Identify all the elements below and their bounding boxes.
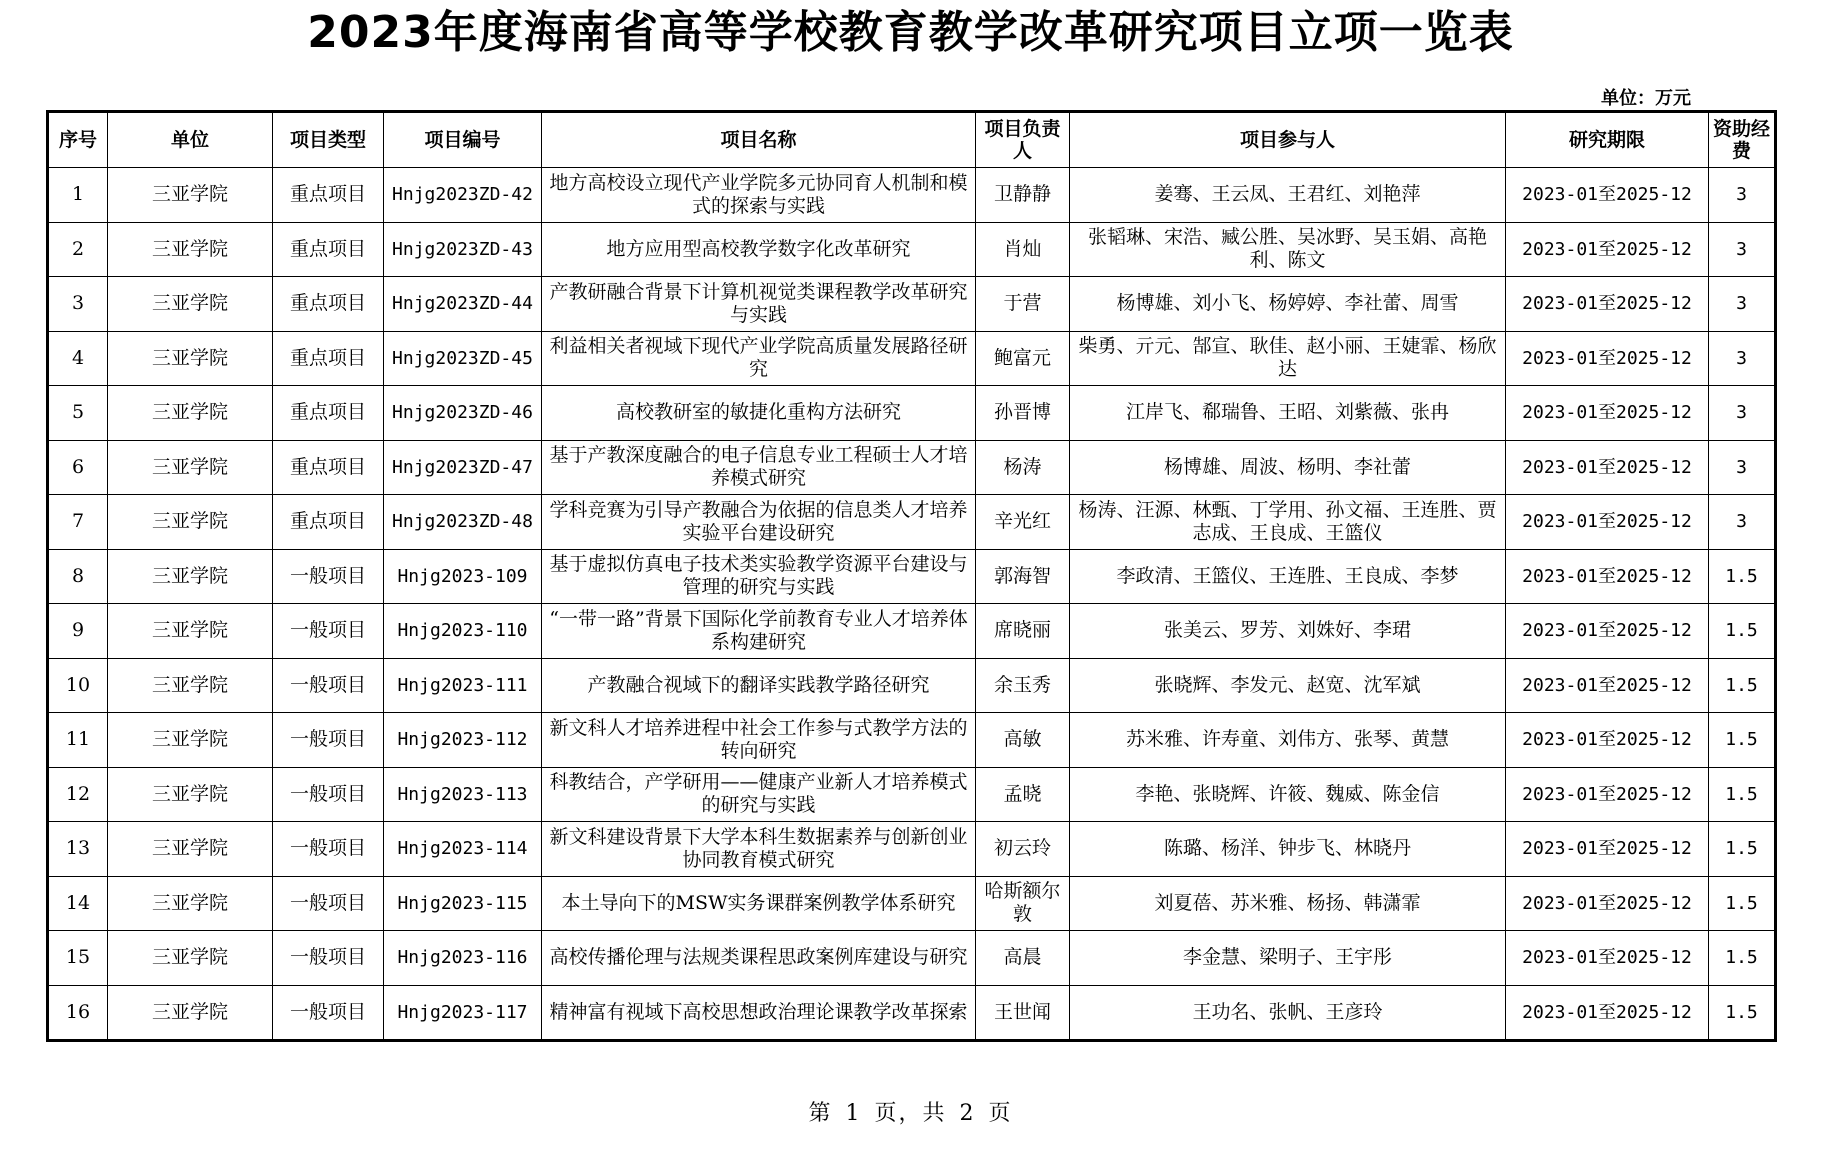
project-table (46, 110, 1777, 1042)
cell-type: 重点项目 (273, 222, 384, 277)
table-row (48, 440, 1776, 495)
table-row (48, 549, 1776, 604)
col-header-unit: 单位 (108, 112, 273, 168)
cell-period: 2023-01至2025-12 (1506, 495, 1709, 550)
cell-no: 12 (48, 767, 108, 822)
cell-unit: 三亚学院 (108, 549, 273, 604)
cell-leader: 郭海智 (976, 549, 1070, 604)
cell-members: 苏米雅、许寿童、刘伟方、张琴、黄慧 (1070, 713, 1506, 768)
cell-period: 2023-01至2025-12 (1506, 440, 1709, 495)
cell-period: 2023-01至2025-12 (1506, 168, 1709, 223)
cell-period: 2023-01至2025-12 (1506, 876, 1709, 931)
cell-unit: 三亚学院 (108, 222, 273, 277)
cell-no: 1 (48, 168, 108, 223)
cell-funding: 1.5 (1709, 931, 1776, 986)
cell-unit: 三亚学院 (108, 931, 273, 986)
cell-funding: 3 (1709, 386, 1776, 441)
footer-middle: 页，共 (874, 1101, 947, 1126)
cell-code: Hnjg2023-115 (384, 876, 542, 931)
cell-no: 7 (48, 495, 108, 550)
table-row (48, 822, 1776, 877)
cell-members: 王功名、张帆、王彦玲 (1070, 985, 1506, 1041)
cell-name: 高校教研室的敏捷化重构方法研究 (542, 386, 976, 441)
cell-leader: 杨涛 (976, 440, 1070, 495)
cell-funding: 1.5 (1709, 549, 1776, 604)
cell-unit: 三亚学院 (108, 985, 273, 1041)
cell-no: 4 (48, 331, 108, 386)
cell-funding: 3 (1709, 440, 1776, 495)
cell-funding: 1.5 (1709, 604, 1776, 659)
cell-code: Hnjg2023ZD-42 (384, 168, 542, 223)
cell-name: 地方高校设立现代产业学院多元协同育人机制和模式的探索与实践 (542, 168, 976, 223)
cell-funding: 1.5 (1709, 767, 1776, 822)
cell-type: 重点项目 (273, 495, 384, 550)
cell-leader: 肖灿 (976, 222, 1070, 277)
cell-no: 5 (48, 386, 108, 441)
col-header-type: 项目类型 (273, 112, 384, 168)
cell-period: 2023-01至2025-12 (1506, 767, 1709, 822)
cell-period: 2023-01至2025-12 (1506, 331, 1709, 386)
cell-funding: 3 (1709, 495, 1776, 550)
cell-leader: 辛光红 (976, 495, 1070, 550)
cell-name: 基于产教深度融合的电子信息专业工程硕士人才培养模式研究 (542, 440, 976, 495)
table-row (48, 386, 1776, 441)
cell-leader: 孟晓 (976, 767, 1070, 822)
cell-code: Hnjg2023ZD-44 (384, 277, 542, 332)
cell-unit: 三亚学院 (108, 440, 273, 495)
cell-leader: 卫静静 (976, 168, 1070, 223)
cell-name: 新文科建设背景下大学本科生数据素养与创新创业协同教育模式研究 (542, 822, 976, 877)
table-row (48, 876, 1776, 931)
cell-period: 2023-01至2025-12 (1506, 277, 1709, 332)
cell-unit: 三亚学院 (108, 386, 273, 441)
cell-leader: 高晨 (976, 931, 1070, 986)
cell-name: 科教结合，产学研用——健康产业新人才培养模式的研究与实践 (542, 767, 976, 822)
col-header-funding: 资助经费 (1709, 112, 1776, 168)
cell-leader: 孙晋博 (976, 386, 1070, 441)
cell-unit: 三亚学院 (108, 822, 273, 877)
cell-funding: 3 (1709, 168, 1776, 223)
cell-funding: 1.5 (1709, 658, 1776, 713)
cell-unit: 三亚学院 (108, 658, 273, 713)
cell-funding: 3 (1709, 222, 1776, 277)
page-footer (0, 1096, 1821, 1127)
cell-type: 一般项目 (273, 822, 384, 877)
cell-period: 2023-01至2025-12 (1506, 658, 1709, 713)
cell-code: Hnjg2023ZD-43 (384, 222, 542, 277)
cell-members: 陈璐、杨洋、钟步飞、林晓丹 (1070, 822, 1506, 877)
footer-suffix: 页 (988, 1101, 1013, 1126)
cell-name: 学科竞赛为引导产教融合为依据的信息类人才培养实验平台建设研究 (542, 495, 976, 550)
cell-name: 基于虚拟仿真电子技术类实验教学资源平台建设与管理的研究与实践 (542, 549, 976, 604)
cell-period: 2023-01至2025-12 (1506, 386, 1709, 441)
cell-members: 杨涛、汪源、林甄、丁学用、孙文福、王连胜、贾志成、王良成、王篮仪 (1070, 495, 1506, 550)
cell-members: 张晓辉、李发元、赵宽、沈军斌 (1070, 658, 1506, 713)
table-row (48, 658, 1776, 713)
footer-prefix: 第 (808, 1101, 833, 1126)
cell-unit: 三亚学院 (108, 876, 273, 931)
cell-members: 杨博雄、周波、杨明、李社蕾 (1070, 440, 1506, 495)
cell-code: Hnjg2023-117 (384, 985, 542, 1041)
cell-type: 一般项目 (273, 985, 384, 1041)
cell-no: 15 (48, 931, 108, 986)
cell-type: 重点项目 (273, 331, 384, 386)
cell-leader: 余玉秀 (976, 658, 1070, 713)
cell-unit: 三亚学院 (108, 604, 273, 659)
cell-leader: 初云玲 (976, 822, 1070, 877)
cell-name: 利益相关者视域下现代产业学院高质量发展路径研究 (542, 331, 976, 386)
col-header-no: 序号 (48, 112, 108, 168)
col-header-name: 项目名称 (542, 112, 976, 168)
cell-unit: 三亚学院 (108, 168, 273, 223)
table-header-row (48, 112, 1776, 168)
cell-members: 刘夏蓓、苏米雅、杨扬、韩潇霏 (1070, 876, 1506, 931)
cell-period: 2023-01至2025-12 (1506, 931, 1709, 986)
cell-no: 8 (48, 549, 108, 604)
footer-current-page: 1 (845, 1101, 862, 1126)
cell-no: 14 (48, 876, 108, 931)
cell-code: Hnjg2023-112 (384, 713, 542, 768)
table-row (48, 495, 1776, 550)
cell-leader: 王世闻 (976, 985, 1070, 1041)
table-row (48, 985, 1776, 1041)
cell-type: 一般项目 (273, 931, 384, 986)
table-row (48, 767, 1776, 822)
cell-funding: 3 (1709, 277, 1776, 332)
cell-type: 重点项目 (273, 168, 384, 223)
cell-leader: 席晓丽 (976, 604, 1070, 659)
table-row (48, 931, 1776, 986)
cell-period: 2023-01至2025-12 (1506, 822, 1709, 877)
cell-unit: 三亚学院 (108, 331, 273, 386)
cell-members: 张韬琳、宋浩、臧公胜、吴冰野、吴玉娟、高艳利、陈文 (1070, 222, 1506, 277)
cell-members: 杨博雄、刘小飞、杨婷婷、李社蕾、周雪 (1070, 277, 1506, 332)
cell-unit: 三亚学院 (108, 277, 273, 332)
cell-members: 李政清、王篮仪、王连胜、王良成、李梦 (1070, 549, 1506, 604)
cell-period: 2023-01至2025-12 (1506, 713, 1709, 768)
cell-leader: 高敏 (976, 713, 1070, 768)
cell-unit: 三亚学院 (108, 495, 273, 550)
cell-members: 李艳、张晓辉、许筱、魏威、陈金信 (1070, 767, 1506, 822)
table-body (48, 168, 1776, 1041)
cell-type: 一般项目 (273, 549, 384, 604)
col-header-period: 研究期限 (1506, 112, 1709, 168)
cell-type: 一般项目 (273, 604, 384, 659)
cell-leader: 于营 (976, 277, 1070, 332)
table-row (48, 168, 1776, 223)
cell-members: 江岸飞、郗瑞鲁、王昭、刘紫薇、张冉 (1070, 386, 1506, 441)
cell-unit: 三亚学院 (108, 713, 273, 768)
cell-code: Hnjg2023ZD-47 (384, 440, 542, 495)
cell-members: 张美云、罗芳、刘姝好、李珺 (1070, 604, 1506, 659)
cell-members: 柴勇、亓元、郜宣、耿佳、赵小丽、王婕霏、杨欣达 (1070, 331, 1506, 386)
unit-label: 单位：万元 (1601, 88, 1691, 109)
cell-no: 9 (48, 604, 108, 659)
cell-funding: 1.5 (1709, 985, 1776, 1041)
cell-no: 11 (48, 713, 108, 768)
cell-period: 2023-01至2025-12 (1506, 604, 1709, 659)
cell-code: Hnjg2023ZD-46 (384, 386, 542, 441)
cell-no: 13 (48, 822, 108, 877)
table-row (48, 713, 1776, 768)
col-header-members: 项目参与人 (1070, 112, 1506, 168)
cell-funding: 3 (1709, 331, 1776, 386)
cell-type: 一般项目 (273, 713, 384, 768)
cell-code: Hnjg2023-114 (384, 822, 542, 877)
cell-name: 产教融合视域下的翻译实践教学路径研究 (542, 658, 976, 713)
cell-no: 10 (48, 658, 108, 713)
cell-type: 重点项目 (273, 440, 384, 495)
cell-no: 16 (48, 985, 108, 1041)
cell-code: Hnjg2023-116 (384, 931, 542, 986)
cell-type: 重点项目 (273, 277, 384, 332)
col-header-code: 项目编号 (384, 112, 542, 168)
table-row (48, 222, 1776, 277)
cell-code: Hnjg2023ZD-48 (384, 495, 542, 550)
cell-members: 李金慧、梁明子、王宇彤 (1070, 931, 1506, 986)
cell-name: 本土导向下的MSW实务课群案例教学体系研究 (542, 876, 976, 931)
cell-leader: 鲍富元 (976, 331, 1070, 386)
cell-name: 精神富有视域下高校思想政治理论课教学改革探索 (542, 985, 976, 1041)
cell-code: Hnjg2023-111 (384, 658, 542, 713)
page-title: 2023年度海南省高等学校教育教学改革研究项目立项一览表 (307, 7, 1514, 58)
table-row (48, 604, 1776, 659)
table-row (48, 331, 1776, 386)
col-header-leader: 项目负责人 (976, 112, 1070, 168)
cell-no: 2 (48, 222, 108, 277)
cell-type: 一般项目 (273, 658, 384, 713)
cell-period: 2023-01至2025-12 (1506, 985, 1709, 1041)
cell-no: 3 (48, 277, 108, 332)
cell-funding: 1.5 (1709, 713, 1776, 768)
cell-no: 6 (48, 440, 108, 495)
cell-name: 新文科人才培养进程中社会工作参与式教学方法的转向研究 (542, 713, 976, 768)
cell-code: Hnjg2023-113 (384, 767, 542, 822)
cell-type: 一般项目 (273, 876, 384, 931)
cell-leader: 哈斯额尔敦 (976, 876, 1070, 931)
cell-code: Hnjg2023ZD-45 (384, 331, 542, 386)
cell-type: 一般项目 (273, 767, 384, 822)
cell-funding: 1.5 (1709, 876, 1776, 931)
footer-total-pages: 2 (959, 1101, 976, 1126)
cell-name: 高校传播伦理与法规类课程思政案例库建设与研究 (542, 931, 976, 986)
cell-funding: 1.5 (1709, 822, 1776, 877)
cell-code: Hnjg2023-109 (384, 549, 542, 604)
cell-period: 2023-01至2025-12 (1506, 222, 1709, 277)
cell-members: 姜骞、王云凤、王君红、刘艳萍 (1070, 168, 1506, 223)
cell-unit: 三亚学院 (108, 767, 273, 822)
cell-type: 重点项目 (273, 386, 384, 441)
cell-period: 2023-01至2025-12 (1506, 549, 1709, 604)
cell-name: “一带一路”背景下国际化学前教育专业人才培养体系构建研究 (542, 604, 976, 659)
cell-name: 产教研融合背景下计算机视觉类课程教学改革研究与实践 (542, 277, 976, 332)
cell-name: 地方应用型高校教学数字化改革研究 (542, 222, 976, 277)
cell-code: Hnjg2023-110 (384, 604, 542, 659)
table-row (48, 277, 1776, 332)
